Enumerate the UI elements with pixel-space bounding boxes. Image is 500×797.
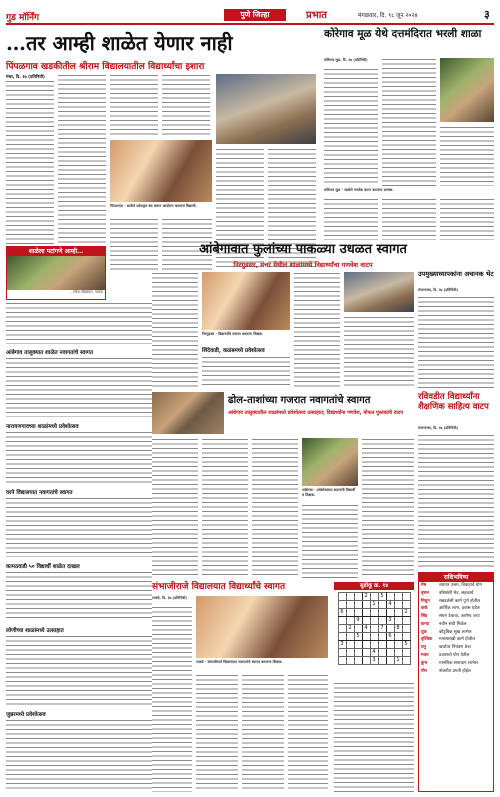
sudoku-row <box>338 625 410 633</box>
sudoku-cell: 7 <box>378 625 386 633</box>
lead-dateline: मंचर, दि. १७ (प्रतिनिधी) <box>6 74 45 79</box>
almanac-item <box>421 653 491 659</box>
sudoku-grid <box>338 592 411 665</box>
mid-band-subhead: आंबेगाव तालुक्यातील शाळांमध्ये प्रवेशोत्सव उत्साहात; विद्यार्थ्यांना गणवेश, मोफत पुस्तकांचे वाटप <box>228 410 404 416</box>
bottom-center-headline: संभाजीराजे विद्यालयात विद्यार्थ्यांचे स्वागत <box>152 582 286 592</box>
sudoku-cell <box>378 617 386 625</box>
sudoku-cell <box>354 649 362 657</box>
sudoku-cell: 3 <box>370 657 378 665</box>
right-top-story <box>324 28 494 240</box>
sub2-title: नारायणगावच्या शाळांमध्ये प्रवेशोत्सव <box>6 424 79 430</box>
sudoku-cell <box>338 657 346 665</box>
quote-byline: - गणेश पोखरकर, पालक <box>70 290 103 294</box>
sudoku-cell: 4 <box>362 625 370 633</box>
sudoku-row <box>338 601 410 609</box>
page-header <box>6 6 494 28</box>
almanac-sign-name: मेष <box>421 583 427 588</box>
quote-title: शाळेला पटांगणे आम्ही… <box>7 247 105 256</box>
right-lower-headline: रविवडीत विद्यार्थ्यांना शैक्षणिक साहित्य वाटप <box>418 392 489 412</box>
almanac-sign-text: कौटुंबिक सुख लाभेल <box>439 629 472 635</box>
mid-band-col-2 <box>202 438 248 578</box>
sudoku-cell <box>354 657 362 665</box>
sudoku-cell: 1 <box>370 601 378 609</box>
right-top-headline: कोरेगाव मूळ येथे दत्तमंदिरात भरली शाळा <box>324 28 482 40</box>
sudoku-cell <box>386 609 394 617</box>
center-photo <box>202 272 290 330</box>
sudoku-cell <box>402 625 410 633</box>
sudoku-cell <box>370 641 378 649</box>
sudoku-cell <box>394 649 402 657</box>
right-top-col-6 <box>440 198 494 240</box>
almanac-sign-name: वृश्चिक <box>421 637 433 643</box>
right-lower-dateline: रांजणगाव, दि. १७ (प्रतिनिधी) <box>418 426 459 430</box>
right-mid-headline: उपमुख्याध्यापकांना अचानक भेट <box>418 270 494 278</box>
sub3-title: वरपे विद्यालयात नवागतांचे स्वागत <box>6 490 73 496</box>
sudoku-cell <box>394 633 402 641</box>
right-mid-text <box>418 296 494 388</box>
lead-text-col-1 <box>6 80 54 272</box>
sudoku-title: सुडोकू क्र. १४ <box>334 582 414 590</box>
sub6-title: कामठवाडी ५० विद्यार्थी शाळेत दाखल <box>6 564 80 570</box>
date-line: मंगळवार, दि. १८ जून २०२४ <box>358 13 418 19</box>
bottom-center-col-2 <box>196 674 238 792</box>
lead-text-col-2 <box>58 74 106 272</box>
lead-text-col-4 <box>162 74 210 136</box>
mid-band-col-5 <box>362 438 414 578</box>
sudoku-cell <box>378 641 386 649</box>
center-photo-2 <box>344 272 414 312</box>
sudoku-row <box>338 657 410 665</box>
sudoku-cell <box>370 625 378 633</box>
sudoku-cell <box>346 649 354 657</box>
sudoku-cell <box>378 633 386 641</box>
sub5-title: जुन्नरमध्ये प्रवेशोत्सव <box>6 712 46 718</box>
mid-band-col-4 <box>302 504 358 578</box>
almanac-sign-name: तूळ <box>421 629 427 635</box>
sudoku-cell <box>402 593 410 601</box>
sudoku-cell <box>402 633 410 641</box>
mid-band-headline: ढोल-ताशांच्या गजरात नवागतांचे स्वागत <box>228 395 371 406</box>
sudoku-cell <box>386 625 394 633</box>
sudoku-cell: 3 <box>386 617 394 625</box>
center-subhead: निरगुडसर, मंचर येथील शाळांमध्ये विद्यार्थ्यांचा गणवेश वाटप <box>233 261 373 269</box>
quote-box <box>6 246 106 300</box>
sudoku-cell <box>370 609 378 617</box>
lead-photo-caption: पिंपळगाव - शाळेचे प्रवेशद्वार बंद करून आंदोलन करताना विद्यार्थी. <box>110 204 197 208</box>
almanac-item <box>421 591 491 597</box>
right-lower-text <box>418 434 494 568</box>
sudoku-cell <box>362 609 370 617</box>
almanac-sign-text: प्रवासाचे योग येतील <box>439 653 470 659</box>
sudoku-cell <box>378 609 386 617</box>
sudoku-cell <box>402 601 410 609</box>
sudoku-cell <box>386 641 394 649</box>
sudoku-cell: 2 <box>402 609 410 617</box>
bottom-center-col-1 <box>152 606 192 792</box>
sudoku-cell: 6 <box>386 633 394 641</box>
sudoku-cell <box>362 633 370 641</box>
almanac-sign-text: मानसिक समाधान लाभेल <box>439 660 478 666</box>
sudoku-cell: 2 <box>362 593 370 601</box>
right-top-col-2 <box>382 58 436 186</box>
sudoku-row <box>338 633 410 641</box>
almanac-sign-name: मिथुन <box>421 598 430 604</box>
right-top-dateline: कोरेगाव मूळ, दि. १७ (प्रतिनिधी) <box>324 58 368 62</box>
sudoku-cell: 3 <box>338 641 346 649</box>
sudoku-cell <box>338 617 346 625</box>
header-rule <box>6 23 494 25</box>
almanac-item <box>421 637 491 643</box>
almanac-sign-name: सिंह <box>421 614 428 620</box>
sudoku-cell <box>346 609 354 617</box>
sudoku-cell <box>362 649 370 657</box>
almanac-item <box>421 614 491 620</box>
sudoku-cell <box>362 601 370 609</box>
almanac-title: राशिभविष्य <box>419 573 493 582</box>
sudoku-cell <box>346 593 354 601</box>
sudoku-cell <box>402 649 410 657</box>
mid-band-story <box>112 392 414 578</box>
almanac-item <box>421 630 491 636</box>
sudoku-cell: 9 <box>354 617 362 625</box>
almanac-item <box>421 606 491 612</box>
sudoku-row <box>338 641 410 649</box>
bottom-center-photo <box>196 596 328 658</box>
sudoku-cell <box>394 601 402 609</box>
almanac-item <box>421 669 491 675</box>
almanac-item <box>421 645 491 651</box>
almanac-sign-text: नवीन संधी मिळेल <box>439 621 467 627</box>
sudoku-cell: 2 <box>346 625 354 633</box>
sudoku-cell <box>394 617 402 625</box>
sub4-title: लोणीच्या शाळांमध्ये उत्साहात <box>6 628 64 634</box>
center-col-3 <box>294 272 340 388</box>
almanac-sign-name: वृषभ <box>421 590 429 596</box>
center-sub-title: शिंदेवाडी, कळंबमध्ये प्रवेशोत्सव <box>202 348 265 354</box>
almanac-item <box>421 622 491 628</box>
sudoku-cell <box>346 641 354 649</box>
center-caption: निरगुडसर - विद्यार्थ्यांचे स्वागत करताना शिक्षक. <box>202 332 264 336</box>
center-col-2 <box>202 356 290 388</box>
sudoku-row <box>338 617 410 625</box>
almanac-sign-text: खर्चावर नियंत्रण ठेवा <box>439 645 471 651</box>
almanac-item <box>421 583 491 589</box>
quote-photo <box>7 256 105 290</box>
sudoku-row <box>338 609 410 617</box>
almanac-item <box>421 599 491 605</box>
sudoku-cell: 4 <box>370 649 378 657</box>
right-top-col-1 <box>324 68 378 186</box>
almanac-sign-text: नोकरीत प्रगती होईल <box>439 668 471 674</box>
right-top-caption: कोरेगाव मूळ - शाळेचे गणवेश वाटप करताना ग्रामस्थ. <box>324 188 394 192</box>
lead-story <box>6 28 318 242</box>
center-headline: आंबेगावात फुलांच्या पाकळ्या उधळत स्वागत <box>199 242 407 257</box>
lead-text-col-3 <box>110 74 158 136</box>
almanac-sign-name: मकर <box>421 653 429 659</box>
sudoku-cell <box>354 593 362 601</box>
sudoku-cell <box>394 593 402 601</box>
right-lower-story <box>418 392 494 568</box>
below-sudoku-text <box>334 682 414 792</box>
sudoku-row <box>338 649 410 657</box>
sudoku-cell <box>346 633 354 641</box>
sub1-title: आंबेगाव तालुक्यात शाळेत नवागतांचे स्वागत <box>6 350 93 356</box>
sudoku-cell <box>346 601 354 609</box>
sudoku-cell <box>338 593 346 601</box>
almanac-list <box>419 582 493 677</box>
almanac-sign-name: कुंभ <box>421 660 428 666</box>
mid-band-photo <box>152 392 224 434</box>
sudoku-cell <box>362 617 370 625</box>
sudoku-cell <box>386 593 394 601</box>
sudoku-cell <box>394 641 402 649</box>
sudoku-box <box>334 582 414 678</box>
bottom-center-col-4 <box>288 674 328 792</box>
mid-band-photo-2 <box>302 438 358 486</box>
sudoku-cell: 5 <box>354 633 362 641</box>
sudoku-cell <box>402 617 410 625</box>
almanac-box <box>418 572 494 792</box>
sudoku-cell <box>338 625 346 633</box>
mid-band-caption: आंबेगाव - प्रवेशोत्सवात सहभागी विद्यार्थी व शिक्षक. <box>302 488 356 497</box>
sudoku-row <box>338 593 410 601</box>
mid-band-col-3 <box>252 438 298 578</box>
sub5-text <box>6 719 152 791</box>
sub6-text <box>6 571 152 621</box>
masthead-logo: प्रभात <box>306 10 328 21</box>
sudoku-cell <box>378 601 386 609</box>
sudoku-cell <box>386 649 394 657</box>
center-col-4 <box>344 316 414 388</box>
bottom-center-story <box>152 582 328 792</box>
almanac-sign-name: धनु <box>421 645 427 651</box>
lead-subhead: पिंपळगाव खडकीतील श्रीराम विद्यालयातील विद्यार्थ्यांचा इशारा <box>6 62 205 72</box>
right-top-col-3 <box>440 126 494 186</box>
sudoku-cell: 5 <box>402 641 410 649</box>
sudoku-cell <box>338 601 346 609</box>
sudoku-cell <box>362 641 370 649</box>
page-number: ३ <box>484 8 490 21</box>
sudoku-cell <box>370 617 378 625</box>
sudoku-cell <box>386 657 394 665</box>
sudoku-cell <box>354 641 362 649</box>
almanac-sign-text: संयम ठेवावा, आरोग्य जपा <box>439 614 480 620</box>
right-top-col-5 <box>382 198 436 240</box>
bottom-center-dateline: टाकवे, दि. १७ (प्रतिनिधी) <box>152 596 187 600</box>
almanac-item <box>421 661 491 667</box>
sudoku-cell: 8 <box>394 625 402 633</box>
mid-band-col-1 <box>152 438 198 578</box>
sudoku-cell: 1 <box>394 657 402 665</box>
almanac-sign-text: आर्थिक लाभ, प्रवास घडेल <box>439 606 480 612</box>
sudoku-cell: 4 <box>386 601 394 609</box>
almanac-sign-text: मनासारखी कामे होतील <box>439 637 476 643</box>
sudoku-cell <box>354 625 362 633</box>
sudoku-cell <box>338 649 346 657</box>
sudoku-cell <box>362 657 370 665</box>
sudoku-cell <box>370 633 378 641</box>
bottom-center-caption: टाकवे - संभाजीराजे विद्यालयात नवागतांचे स्वागत करताना शिक्षक. <box>196 660 283 664</box>
almanac-sign-name: कर्क <box>421 606 428 612</box>
sudoku-cell <box>346 657 354 665</box>
sudoku-cell <box>378 657 386 665</box>
almanac-sign-name: कन्या <box>421 621 430 627</box>
right-mid-dateline: रांजणगाव, दि. १७ (प्रतिनिधी) <box>418 288 459 292</box>
bottom-center-col-3 <box>242 674 284 792</box>
sudoku-cell <box>354 609 362 617</box>
almanac-sign-text: रखडलेली कामे पूर्ण होतील <box>439 598 481 604</box>
sudoku-cell <box>378 649 386 657</box>
lead-headline: …तर आम्ही शाळेत येणार नाही <box>6 31 233 55</box>
sudoku-cell <box>338 633 346 641</box>
section-left-label: गुड मॉर्निंग <box>6 13 40 23</box>
section-center-label: पुणे जिल्हा <box>224 9 286 21</box>
almanac-sign-name: मीन <box>421 668 428 674</box>
sudoku-cell <box>346 617 354 625</box>
right-top-col-4 <box>324 198 378 240</box>
sudoku-cell <box>394 609 402 617</box>
right-top-photo <box>440 58 494 122</box>
right-mid-story <box>418 270 494 388</box>
sub4-text <box>6 635 152 705</box>
lead-group-photo <box>110 140 212 202</box>
sudoku-cell: 6 <box>338 609 346 617</box>
sudoku-cell: 5 <box>378 593 386 601</box>
lead-photo-main <box>216 74 316 144</box>
sudoku-cell <box>402 657 410 665</box>
sudoku-cell <box>370 593 378 601</box>
almanac-sign-text: वरिष्ठांशी भेट, सहकार्य <box>439 590 474 596</box>
sudoku-cell <box>354 601 362 609</box>
center-col-1 <box>152 272 198 388</box>
almanac-sign-text: व्यापार उत्तम, विवाहाचे योग <box>439 583 482 588</box>
